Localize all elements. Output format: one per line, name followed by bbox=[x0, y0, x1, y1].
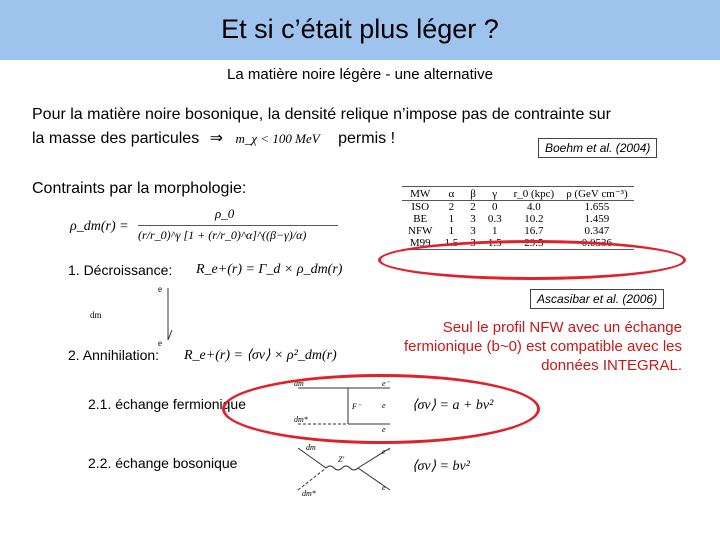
cell: 2 bbox=[470, 201, 476, 213]
diagram-label-e2: e bbox=[382, 425, 386, 434]
diagram-label-e: e bbox=[382, 483, 386, 492]
diagram-label-dm-star: dm* bbox=[302, 489, 316, 498]
diagram-label-e2: e bbox=[158, 338, 162, 348]
cell: 10.2 bbox=[524, 213, 544, 225]
reference-ascasibar: Ascasibar et al. (2006) bbox=[530, 289, 664, 309]
diagram-label-e: e bbox=[158, 284, 162, 294]
intro-line-1: Pour la matière noire bosonique, la densité relique n’impose pas de contrainte sur bbox=[32, 106, 612, 123]
cell: 0.0536 bbox=[581, 237, 613, 249]
diagram-label-dm: dm bbox=[90, 310, 102, 320]
annihilation-formula: R_e+(r) = ⟨σv⟩ × ρ²_dm(r) bbox=[184, 348, 337, 363]
table-header-row bbox=[402, 187, 634, 201]
implies-arrow: ⇒ bbox=[209, 130, 224, 147]
nfw-highlight-ellipse bbox=[378, 240, 686, 280]
fraction-bar bbox=[138, 225, 338, 226]
cell: 1.459 bbox=[584, 213, 610, 225]
cell: 1.655 bbox=[584, 201, 610, 213]
diagram-label-f-minus: F⁻ bbox=[352, 402, 362, 411]
table-row bbox=[402, 201, 634, 214]
slide-title: Et si c’était plus léger ? bbox=[221, 14, 499, 44]
header-cell: ρ (GeV cm⁻³) bbox=[566, 188, 628, 200]
conclusion-text bbox=[404, 318, 682, 375]
cell: 1 bbox=[491, 225, 498, 237]
intro-text: la masse des particules bbox=[32, 130, 200, 147]
table-row bbox=[402, 213, 634, 225]
density-denominator: (r/r_0)^γ [1 + (r/r_0)^α]^((β−γ)/α) bbox=[138, 228, 307, 242]
decay-label: 1. Décroissance: bbox=[68, 262, 173, 278]
boson-exchange-label: 2.2. échange bosonique bbox=[88, 455, 238, 471]
header-cell: α bbox=[448, 187, 455, 200]
decay-diagram bbox=[86, 280, 186, 350]
header-cell: β bbox=[470, 187, 476, 200]
cell: 0.3 bbox=[487, 213, 502, 225]
diagram-label-dm: dm bbox=[306, 443, 316, 452]
cell: 0 bbox=[491, 201, 498, 213]
annihilation-label: 2. Annihilation: bbox=[68, 347, 160, 363]
cell: 3 bbox=[470, 237, 476, 249]
cell: 1.5 bbox=[487, 237, 502, 249]
cell: 16.7 bbox=[524, 225, 544, 237]
decay-formula: R_e+(r) = Γ_d × ρ_dm(r) bbox=[196, 262, 343, 277]
section-heading: Contraints par la morphologie: bbox=[32, 180, 247, 197]
conclusion-line-1: Seul le profil NFW avec un échange bbox=[442, 319, 682, 336]
conclusion-line-3: données INTEGRAL. bbox=[541, 357, 682, 374]
cell: 1 bbox=[448, 213, 455, 225]
cell: 3 bbox=[470, 213, 476, 225]
density-numerator: ρ_0 bbox=[215, 206, 235, 221]
cell: 1.5 bbox=[444, 237, 459, 249]
header-cell: γ bbox=[492, 187, 498, 200]
cell: 3 bbox=[470, 225, 476, 237]
density-lhs: ρ_dm(r) = bbox=[70, 219, 129, 234]
fermion-exchange-label: 2.1. échange fermionique bbox=[88, 396, 246, 412]
header-cell: MW bbox=[410, 187, 431, 200]
cell: ISO bbox=[411, 201, 430, 213]
boson-feynman-diagram bbox=[290, 440, 400, 498]
diagram-label-z-prime: Z' bbox=[338, 455, 345, 464]
cell: M99 bbox=[409, 237, 431, 249]
boson-cross-section: ⟨σv⟩ = bv² bbox=[412, 459, 470, 474]
diagram-label-dm-star: dm* bbox=[294, 415, 308, 424]
reference-boehm: Boehm et al. (2004) bbox=[538, 138, 657, 158]
diagram-label-e: e bbox=[382, 401, 386, 410]
conclusion-line-2: fermionique (b~0) est compatible avec les bbox=[403, 338, 682, 355]
diagram-label-dm: dm bbox=[294, 379, 304, 388]
slide-subtitle: La matière noire légère - une alternative bbox=[227, 66, 493, 83]
cell: BE bbox=[413, 213, 428, 225]
cell: 1 bbox=[448, 225, 455, 237]
header-cell: r_0 (kpc) bbox=[513, 187, 555, 200]
diagram-label-e-minus: e⁻ bbox=[382, 447, 390, 456]
intro-line-2 bbox=[32, 128, 395, 148]
diagram-label-e-minus: e⁻ bbox=[382, 379, 390, 388]
cell: 29.5 bbox=[524, 237, 544, 249]
fermion-highlight-ellipse bbox=[222, 374, 540, 444]
mass-formula: m_χ < 100 MeV bbox=[235, 131, 320, 146]
intro-permitted: permis ! bbox=[338, 130, 396, 147]
fermion-cross-section: ⟨σv⟩ = a + bv² bbox=[412, 398, 494, 413]
cell: 0.347 bbox=[584, 225, 610, 237]
cell: 2 bbox=[448, 201, 455, 213]
table-row bbox=[402, 225, 634, 237]
cell: NFW bbox=[408, 225, 433, 237]
cell: 4.0 bbox=[527, 201, 541, 213]
